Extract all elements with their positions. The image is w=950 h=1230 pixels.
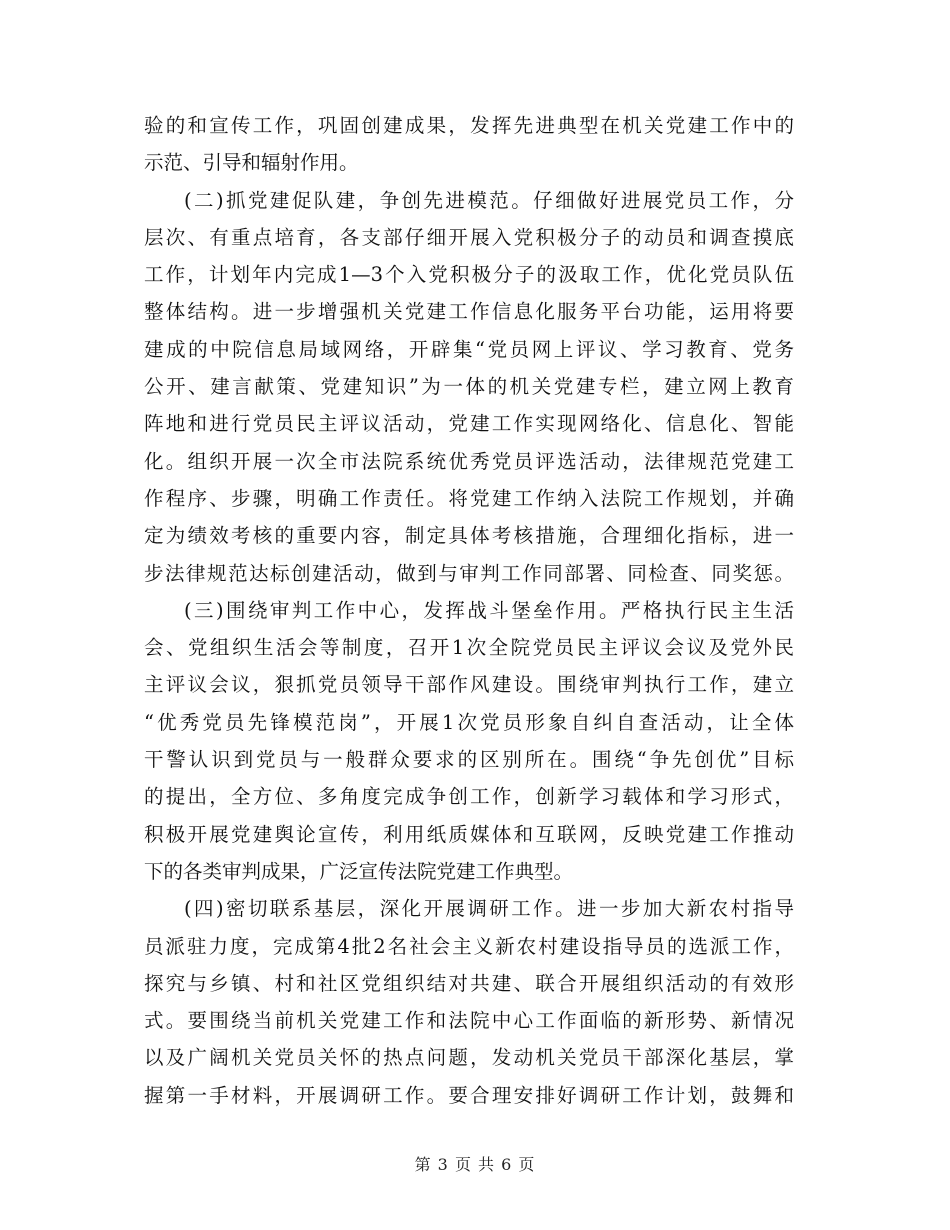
text-line: 工作，计划年内完成1—3个入党积极分子的汲取工作，优化党员队伍	[144, 263, 794, 287]
text-line: 步法律规范达标创建活动，做到与审判工作同部署、同检查、同奖惩。	[144, 561, 794, 585]
page-number-label: 第 3 页 共 6 页	[414, 1155, 536, 1174]
text-line: 层次、有重点培育，各支部仔细开展入党积极分子的动员和调查摸底	[144, 225, 794, 249]
text-line: 整体结构。进一步增强机关党建工作信息化服务平台功能，运用将要	[144, 300, 794, 324]
text-line: 验的和宣传工作，巩固创建成果，发挥先进典型在机关党建工作中的	[144, 114, 794, 137]
paragraph-heading-2: (二)抓党建促队建，争创先进模范。仔细做好进展党员工作，分	[184, 188, 794, 212]
text-line: 阵地和进行党员民主评议活动，党建工作实现网络化、信息化、智能	[144, 412, 794, 436]
text-line: 建成的中院信息局域网络，开辟集“党员网上评议、学习教育、党务	[144, 337, 794, 361]
text-line: 示范、引导和辐射作用。	[144, 151, 359, 175]
document-body	[144, 107, 794, 1114]
text-line: 以及广阔机关党员关怀的热点问题，发动机关党员干部深化基层，掌	[144, 1046, 794, 1070]
page-footer	[0, 1152, 950, 1175]
text-line: 会、党组织生活会等制度，召开1次全院党员民主评议会议及党外民	[144, 636, 794, 660]
text-line: 的提出，全方位、多角度完成争创工作，创新学习载体和学习形式，	[144, 785, 794, 809]
text-line: 探究与乡镇、村和社区党组织结对共建、联合开展组织活动的有效形	[144, 971, 794, 995]
text-line: 握第一手材料，开展调研工作。要合理安排好调研工作计划，鼓舞和	[144, 1083, 794, 1107]
text-line: 作程序、步骤，明确工作责任。将党建工作纳入法院工作规划，并确	[144, 486, 794, 510]
text-line: 下的各类审判成果，广泛宣传法院党建工作典型。	[144, 859, 574, 883]
text-line: 主评议会议，狠抓党员领导干部作风建设。围绕审判执行工作，建立	[144, 673, 794, 697]
text-line: 公开、建言献策、党建知识”为一体的机关党建专栏，建立网上教育	[144, 375, 794, 399]
text-line: 式。要围绕当前机关党建工作和法院中心工作面临的新形势、新情况	[144, 1009, 794, 1033]
text-line: 定为绩效考核的重要内容，制定具体考核措施，合理细化指标，进一	[144, 524, 794, 548]
text-line: 员派驻力度，完成第4批2名社会主义新农村建设指导员的选派工作，	[144, 934, 794, 958]
text-line: 化。组织开展一次全市法院系统优秀党员评选活动，法律规范党建工	[144, 449, 794, 473]
paragraph-heading-4: (四)密切联系基层，深化开展调研工作。进一步加大新农村指导	[184, 897, 794, 921]
text-line: 积极开展党建舆论宣传，利用纸质媒体和互联网，反映党建工作推动	[144, 822, 794, 846]
text-line: 干警认识到党员与一般群众要求的区别所在。围绕“争先创优”目标	[144, 748, 794, 772]
paragraph-heading-3: (三)围绕审判工作中心，发挥战斗堡垒作用。严格执行民主生活	[184, 598, 794, 622]
text-line: “优秀党员先锋模范岗”，开展1次党员形象自纠自查活动，让全体	[144, 710, 794, 734]
